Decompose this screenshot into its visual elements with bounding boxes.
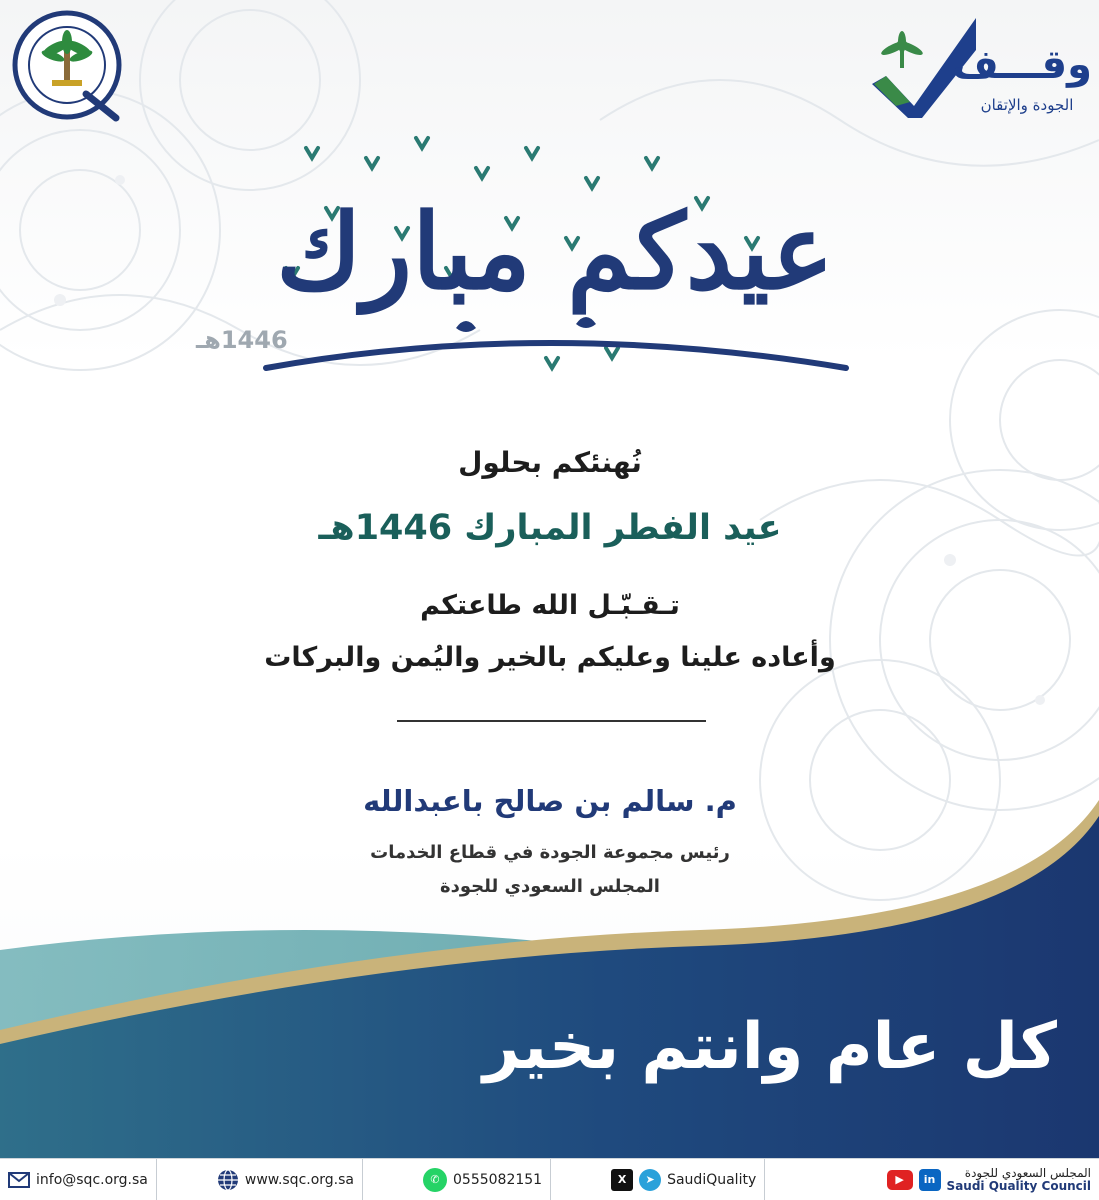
signatory-title: رئيس مجموعة الجودة في قطاع الخدمات: [370, 842, 730, 863]
greeting-line-1: نُهنئكم بحلول: [458, 446, 642, 479]
social-handle-contact[interactable]: [551, 1159, 765, 1200]
banner-greeting: كل عام وانتم بخير: [483, 1010, 1057, 1084]
social-handle-text: SaudiQuality: [667, 1171, 757, 1188]
email-text: info@sqc.org.sa: [36, 1171, 148, 1188]
telegram-icon: ➤: [639, 1169, 661, 1191]
signatory-name: م. سالم بن صالح باعبدالله: [363, 784, 737, 818]
website-contact[interactable]: [157, 1159, 363, 1200]
phone-contact[interactable]: [363, 1159, 551, 1200]
linkedin-icon[interactable]: in: [919, 1169, 941, 1191]
saudi-quality-council-logo: [8, 6, 126, 124]
globe-icon: [217, 1169, 239, 1191]
mail-icon: [8, 1172, 30, 1188]
waqf-logo-word: وقـــف: [952, 42, 1092, 88]
signatory-organization: المجلس السعودي للجودة: [440, 876, 660, 897]
website-text: www.sqc.org.sa: [244, 1171, 355, 1188]
contact-footer: [0, 1158, 1099, 1200]
youtube-icon[interactable]: ▶: [887, 1170, 913, 1190]
greeting-line-4: وأعاده علينا وعليكم بالخير واليُمن والبركات: [264, 642, 836, 673]
org-name-arabic: المجلس السعودي للجودة: [964, 1165, 1091, 1180]
phone-text: 0555082151: [453, 1171, 543, 1188]
waqf-logo-tagline: الجودة والإتقان: [980, 96, 1074, 114]
eid-calligraphy-title: عيدكم مبارك: [276, 190, 834, 313]
x-icon: X: [611, 1169, 633, 1191]
email-contact[interactable]: [0, 1159, 157, 1200]
org-name: [947, 1167, 1091, 1192]
greeting-line-2: عيد الفطر المبارك 1446هـ: [318, 508, 782, 548]
hijri-year-label: 1446هـ: [196, 326, 288, 354]
greeting-line-3: تـقـبّـل الله طاعتكم: [420, 590, 680, 621]
whatsapp-icon: ✆: [423, 1168, 447, 1192]
org-name-english: Saudi Quality Council: [946, 1178, 1091, 1193]
bottom-wave-banner: [0, 800, 1099, 1160]
org-social-block: [887, 1167, 1099, 1192]
divider: [397, 720, 706, 722]
